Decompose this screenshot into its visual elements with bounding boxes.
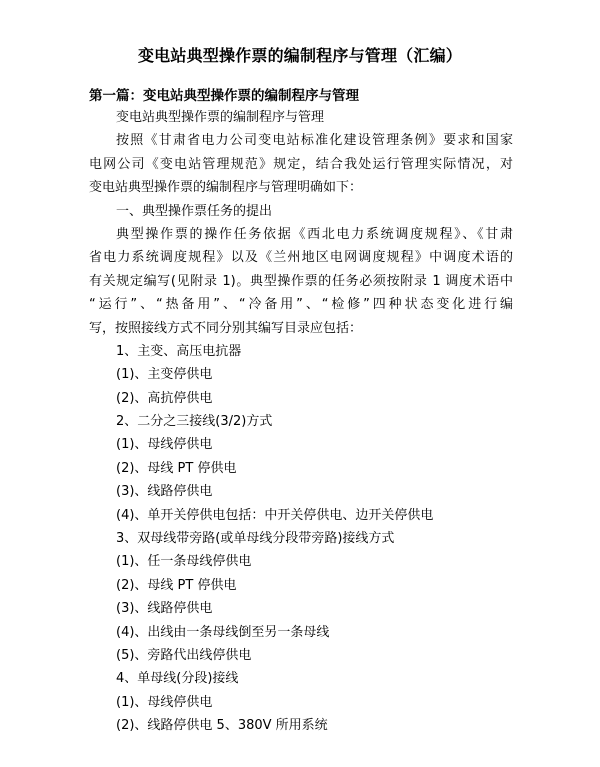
list-item: (1)、母线停供电 [116,694,213,710]
list-item: (4)、出线由一条母线倒至另一条母线 [116,624,330,640]
list-item: (3)、线路停供电 [116,601,213,617]
paragraph-line: 典型操作票的操作任务依据《西北电力系统调度规程》、《甘肃 [116,226,513,242]
list-item: 1、主变、高压电抗器 [116,343,242,359]
paragraph-line: 按照《甘肃省电力公司变电站标准化建设管理条例》要求和国家 [116,133,513,149]
list-item: 3、双母线带旁路(或单母线分段带旁路)接线方式 [116,531,395,547]
list-item: (1)、任一条母线停供电 [116,554,252,570]
list-item: 4、单母线(分段)接线 [116,671,239,687]
list-item: 2、二分之三接线(3/2)方式 [116,414,273,430]
document-title: 变电站典型操作票的编制程序与管理（汇编） [137,46,462,65]
subsection-heading: 一、典型操作票任务的提出 [116,203,273,219]
paragraph-line: “运行”、“热备用”、“冷备用”、“检修”四种状态变化进行编 [89,297,513,313]
paragraph-line: 写，按照接线方式不同分别其编写目录应包括： [89,320,363,336]
paragraph-line: 电网公司《变电站管理规范》规定，结合我处运行管理实际情况，对 [89,156,513,172]
list-item: (2)、高抗停供电 [116,390,213,406]
paragraph-line: 有关规定编写(见附录 1)。典型操作票的任务必须按附录 1 调度术语中 [89,273,513,289]
list-item: (2)、母线 PT 停供电 [116,577,237,593]
list-item: (5)、旁路代出线停供电 [116,647,252,663]
paragraph-line: 变电站典型操作票的编制程序与管理明确如下： [89,180,363,196]
list-item: (2)、母线 PT 停供电 [116,460,237,476]
list-item: (1)、主变停供电 [116,367,213,383]
list-item: (4)、单开关停供电包括：中开关停供电、边开关停供电 [116,507,434,523]
list-item: (2)、线路停供电 5、380V 所用系统 [116,718,328,734]
list-item: (3)、线路停供电 [116,484,213,500]
document-body [89,106,513,738]
paragraph-line: 省电力系统调度规程》以及《兰州地区电网调度规程》中调度术语的 [89,250,513,266]
section-heading: 第一篇：变电站典型操作票的编制程序与管理 [89,88,359,104]
list-item: (1)、母线停供电 [116,437,213,453]
paragraph-line: 变电站典型操作票的编制程序与管理 [116,110,325,125]
